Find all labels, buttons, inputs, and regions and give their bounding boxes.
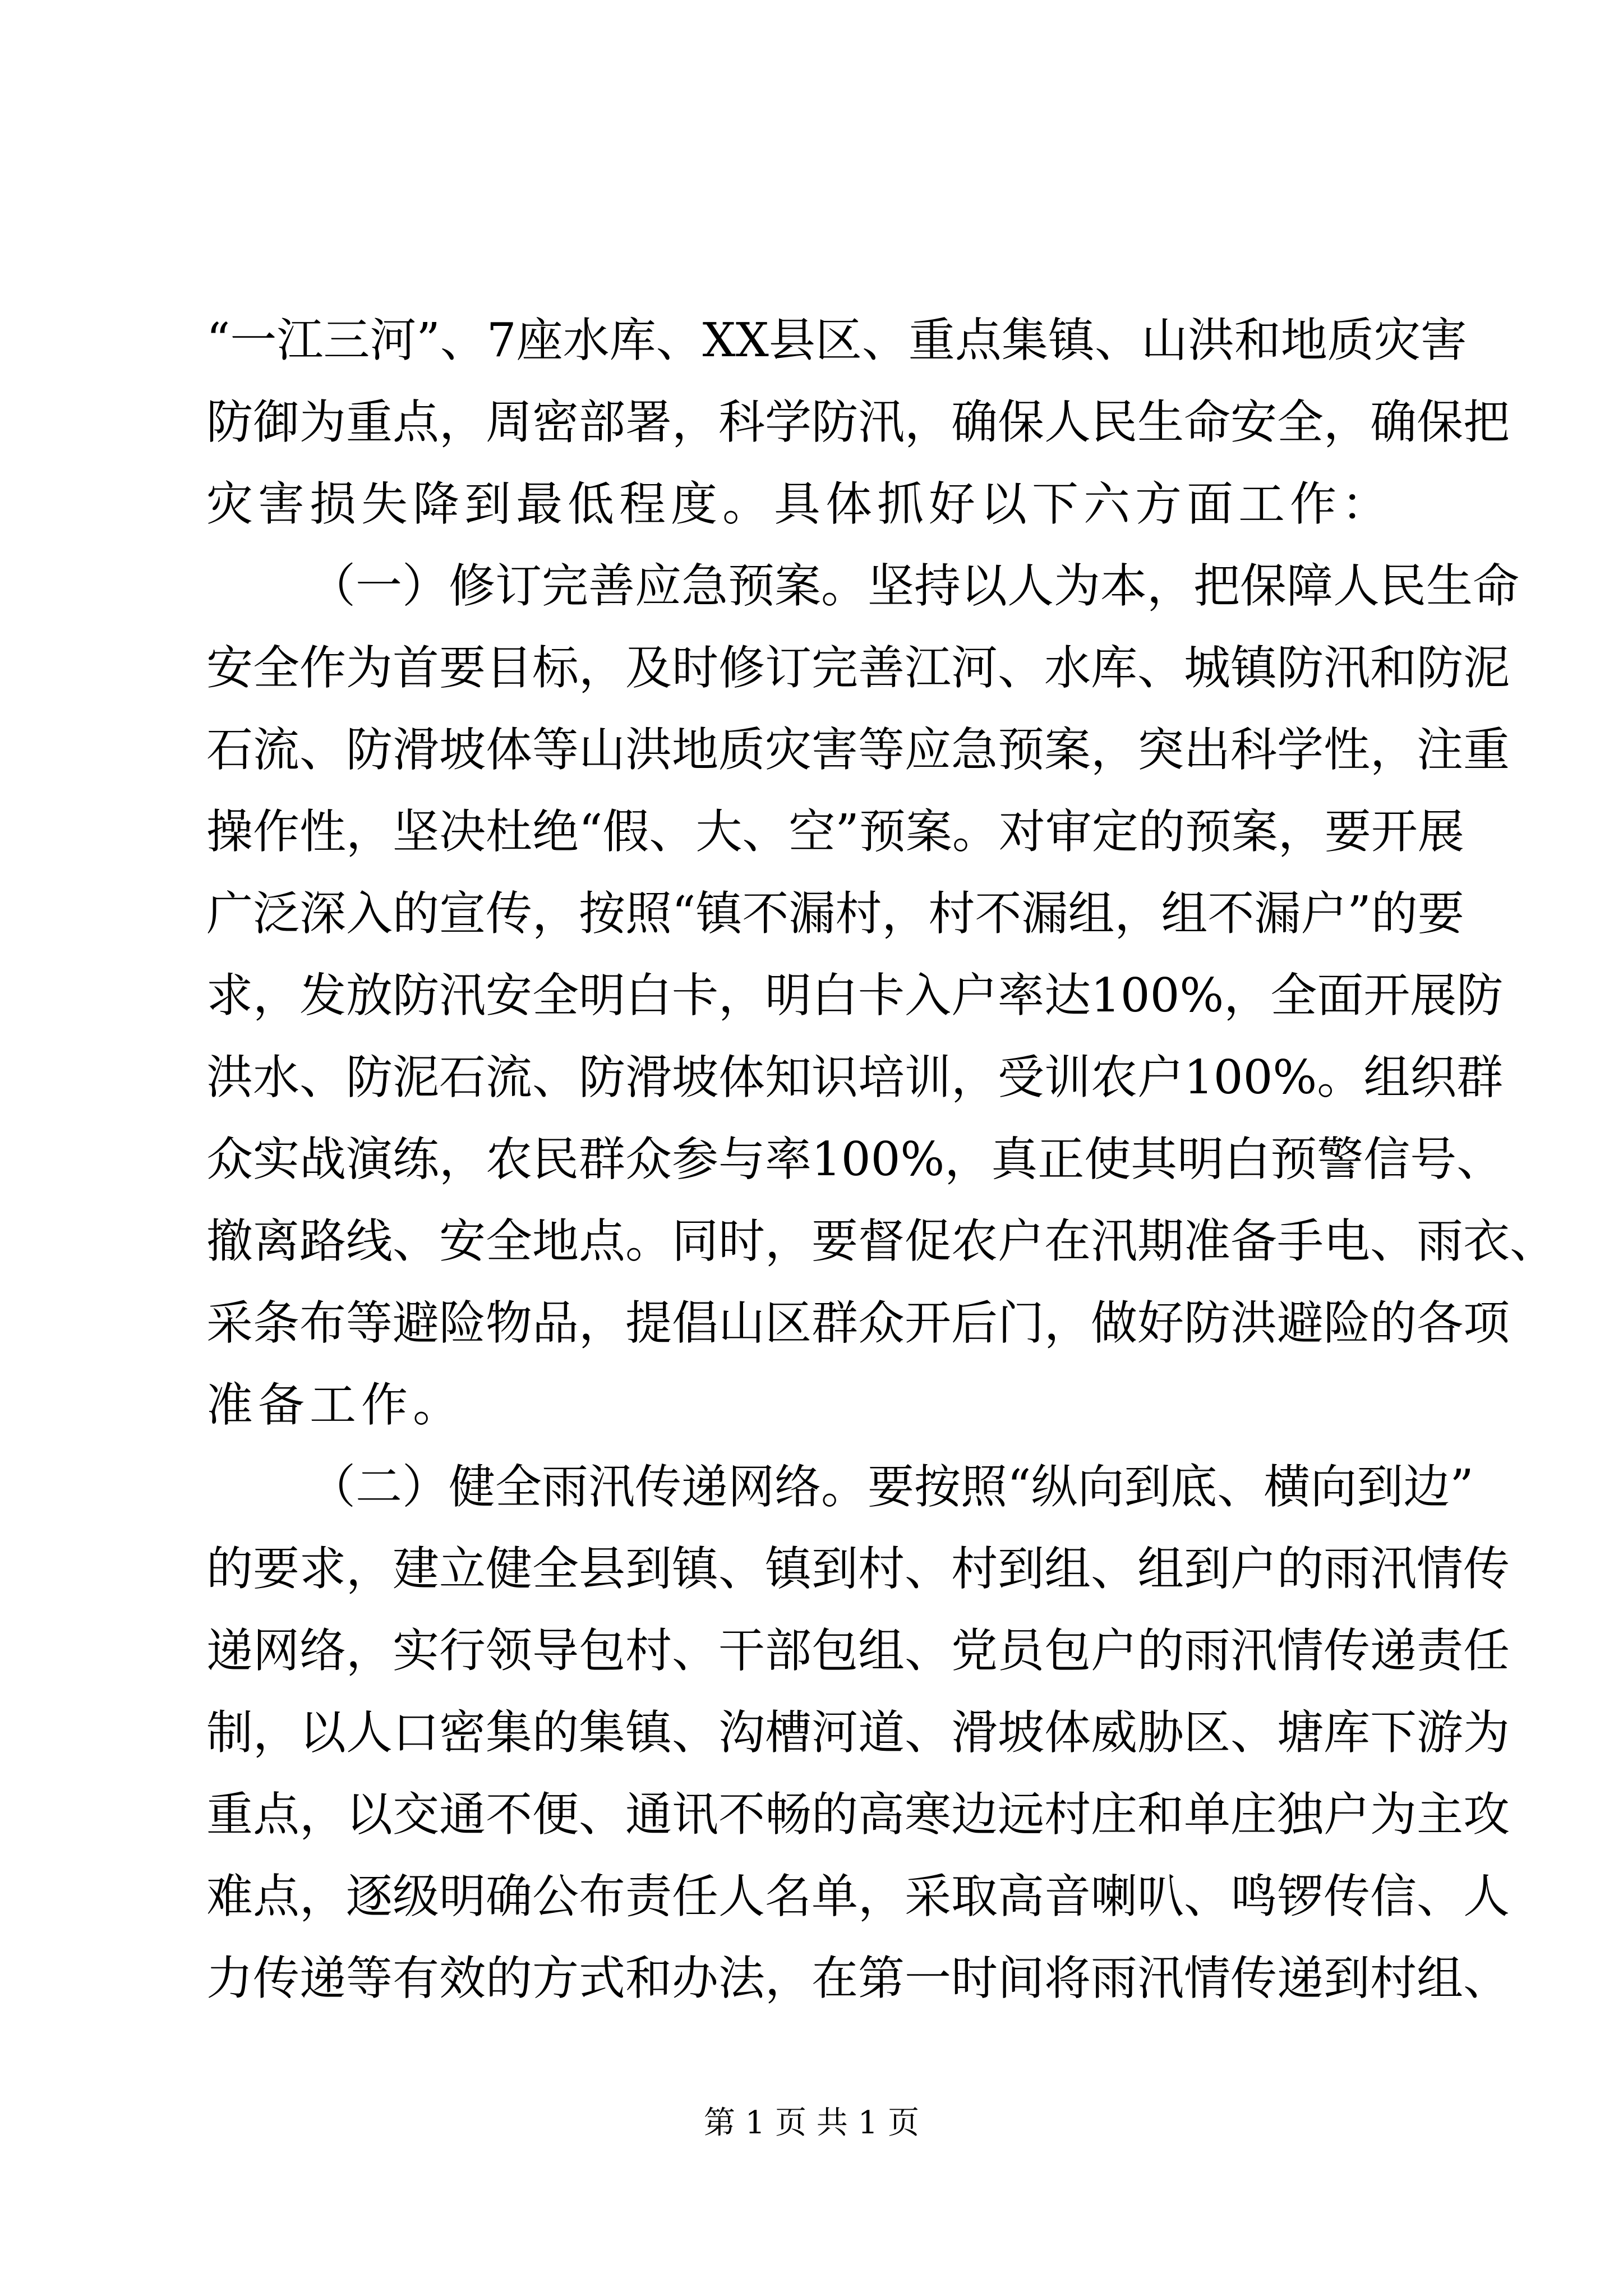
- text-line: 的要求，建立健全县到镇、镇到村、村到组、组到户的雨汛情传: [206, 1542, 1510, 1596]
- text-line: 制，以人口密集的集镇、沟槽河道、滑坡体威胁区、塘库下游为: [206, 1705, 1510, 1760]
- section-heading-line: （二）健全雨汛传递网络。要按照“纵向到底、横向到边”: [309, 1460, 1474, 1514]
- text-line: “一江三河”、7座水库、XX县区、重点集镇、山洪和地质灾害: [206, 313, 1467, 367]
- text-line: 众实战演练，农民群众参与率100%，真正使其明白预警信号、: [206, 1132, 1504, 1186]
- text-line: 递网络，实行领导包村、干部包组、党员包户的雨汛情传递责任: [206, 1623, 1510, 1678]
- text-line: 重点，以交通不便、通讯不畅的高寒边远村庄和单庄独户为主攻: [206, 1787, 1510, 1842]
- text-line: 求，发放防汛安全明白卡，明白卡入户率达100%，全面开展防: [206, 968, 1504, 1023]
- section-heading-line: （一）修订完善应急预案。坚持以人为本，把保障人民生命: [309, 559, 1519, 613]
- text-line: 广泛深入的宣传，按照“镇不漏村，村不漏组，组不漏户”的要: [206, 886, 1464, 941]
- page-number-footer: 第 1 页 共 1 页: [703, 2105, 920, 2141]
- text-line: 操作性，坚决杜绝“假、大、空”预案。对审定的预案，要开展: [206, 804, 1464, 859]
- text-line: 洪水、防泥石流、防滑坡体知识培训，受训农户100%。组织群: [206, 1050, 1504, 1105]
- text-line: 采条布等避险物品，提倡山区群众开后门，做好防洪避险的各项: [206, 1296, 1510, 1350]
- text-line: 防御为重点，周密部署，科学防汛，确保人民生命安全，确保把: [206, 395, 1510, 449]
- text-line: 准备工作。: [206, 1378, 464, 1432]
- text-line: 撤离路线、安全地点。同时，要督促农户在汛期准备手电、雨衣、: [206, 1214, 1556, 1268]
- document-body: [206, 300, 1556, 2019]
- text-line: 石流、防滑坡体等山洪地质灾害等应急预案，突出科学性，注重: [206, 723, 1510, 777]
- text-line: 力传递等有效的方式和办法，在第一时间将雨汛情传递到村组、: [206, 1951, 1510, 2005]
- text-line: 安全作为首要目标，及时修订完善江河、水库、城镇防汛和防泥: [206, 641, 1510, 695]
- text-line: 难点，逐级明确公布责任人名单，采取高音喇叭、鸣锣传信、人: [206, 1869, 1510, 1924]
- text-line: 灾害损失降到最低程度。具体抓好以下六方面工作：: [206, 477, 1393, 531]
